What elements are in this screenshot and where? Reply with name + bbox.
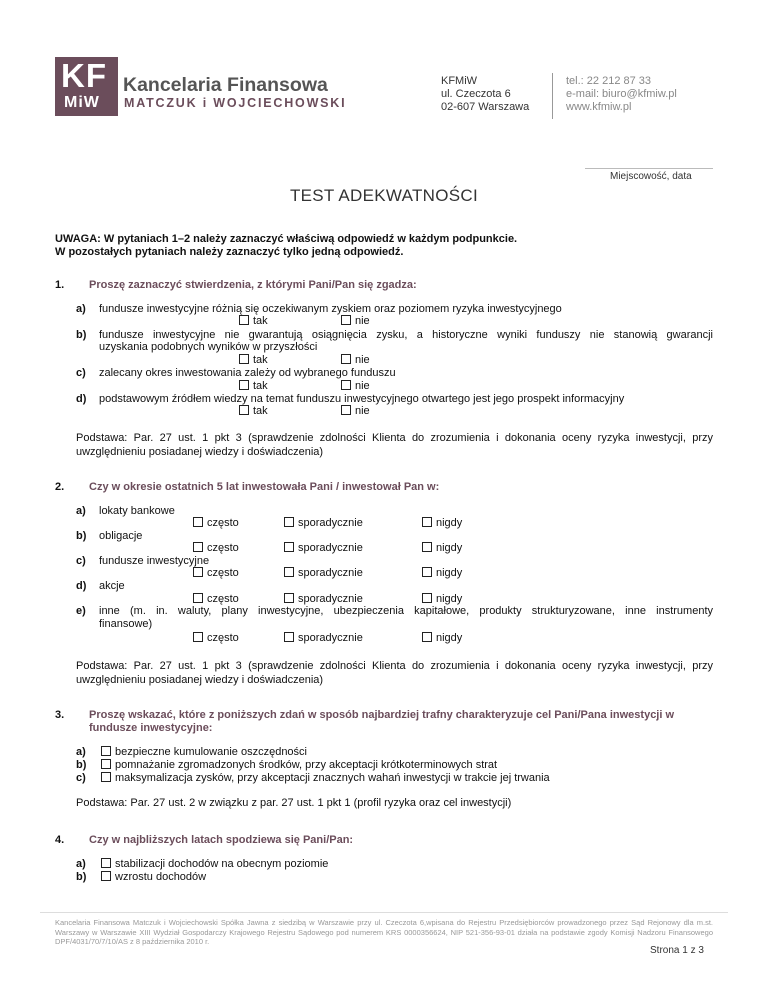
q3-item-a-option[interactable]: bezpieczne kumulowanie oszczędności xyxy=(101,746,307,759)
q2-item-a-sometimes[interactable]: sporadycznie xyxy=(284,517,363,530)
question-1-number: 1. xyxy=(55,279,65,291)
empty-checkbox-icon[interactable] xyxy=(101,746,111,756)
q1-basis-cont: uwzględnieniu posiadanej wiedzy i doświadczenia) xyxy=(76,446,324,458)
q2-item-d-often[interactable]: często xyxy=(193,593,239,606)
empty-checkbox-icon[interactable] xyxy=(239,380,249,390)
brand-subtitle: MATCZUK i WOJCIECHOWSKI xyxy=(124,96,347,110)
q2-item-b-sometimes[interactable]: sporadycznie xyxy=(284,542,363,555)
q2-item-a-often[interactable]: często xyxy=(193,517,239,530)
q2-item-a-never[interactable]: nigdy xyxy=(422,517,462,530)
q2-item-e-text: inne (m. in. waluty, plany inwestycyjne, ubezpieczenia kapitałowe, produkty strukturyzowane, inne instrumenty xyxy=(99,605,713,617)
address-line: KFMiW xyxy=(441,75,478,87)
q1-item-b-text: fundusze inwestycyjne nie gwarantują osiągnięcia zysku, a historyczne wyniki funduszy nie stanowią gwarancji xyxy=(99,329,713,341)
q2-item-d-label: d) xyxy=(76,580,87,592)
q2-item-a-label: a) xyxy=(76,505,86,517)
q1-basis: Podstawa: Par. 27 ust. 1 pkt 3 (sprawdzenie zdolności Klienta do zrozumienia i dokonania oceny ryzyka inwestycji, przy xyxy=(76,432,713,444)
page-number: Strona 1 z 3 xyxy=(650,945,704,956)
empty-checkbox-icon[interactable] xyxy=(284,593,294,603)
question-4-number: 4. xyxy=(55,834,65,846)
logo-miw-text: MiW xyxy=(64,94,100,111)
q4-item-a-option[interactable]: stabilizacji dochodów na obecnym poziomie xyxy=(101,858,328,871)
place-date-label: Miejscowość, data xyxy=(610,171,692,182)
q2-item-b-label: b) xyxy=(76,530,87,542)
empty-checkbox-icon[interactable] xyxy=(193,542,203,552)
q4-item-b-option[interactable]: wzrostu dochodów xyxy=(101,871,206,884)
q1-item-d-yes[interactable]: tak xyxy=(239,405,268,418)
q2-item-c-text: fundusze inwestycyjne xyxy=(99,555,210,567)
q3-item-c-label: c) xyxy=(76,772,86,784)
q2-item-b-never[interactable]: nigdy xyxy=(422,542,462,555)
q3-item-c-option[interactable]: maksymalizacja zysków, przy akceptacji znacznych wahań inwestycji w trakcie jej trwania xyxy=(101,772,550,785)
q2-item-c-sometimes[interactable]: sporadycznie xyxy=(284,567,363,580)
q4-item-b-label: b) xyxy=(76,871,87,883)
contact-email[interactable]: e-mail: biuro@kfmiw.pl xyxy=(566,88,677,100)
empty-checkbox-icon[interactable] xyxy=(422,593,432,603)
q1-item-b-label: b) xyxy=(76,329,87,341)
q1-item-a-no[interactable]: nie xyxy=(341,315,370,328)
empty-checkbox-icon[interactable] xyxy=(284,567,294,577)
question-3-number: 3. xyxy=(55,709,65,721)
question-4-text: Czy w najbliższych latach spodziewa się Pani/Pan: xyxy=(89,834,354,846)
empty-checkbox-icon[interactable] xyxy=(422,632,432,642)
empty-checkbox-icon[interactable] xyxy=(341,315,351,325)
company-address xyxy=(441,75,529,114)
q1-item-c-yes[interactable]: tak xyxy=(239,380,268,393)
empty-checkbox-icon[interactable] xyxy=(193,567,203,577)
empty-checkbox-icon[interactable] xyxy=(422,517,432,527)
footer-legal-text: Kancelaria Finansowa Matczuk i Wojciechowski Spółka Jawna z siedzibą w Warszawie przy ul. Czeczota 6,wpisana do Rejestru Przedsiębiorców prowadzonego przez Sąd Rejonowy dla m.st. Warszawy w Warszawie XIII Wydział Gospodarczy Krajowego Rejestru Sądowego pod numerem KRS 0000356624, NIP 521-356-93-01 działa na podstawie zgody Komisji Nadzoru Finansowego DPF/4031/70/7/10/AS z 8 października 2010 r. xyxy=(55,918,713,946)
q2-item-e-sometimes[interactable]: sporadycznie xyxy=(284,632,363,645)
q1-item-b-no[interactable]: nie xyxy=(341,354,370,367)
q2-item-e-often[interactable]: często xyxy=(193,632,239,645)
q1-item-d-text: podstawowym źródłem wiedzy na temat funduszu inwestycyjnego otwartego jest jego prospekt informacyjny xyxy=(99,393,625,405)
empty-checkbox-icon[interactable] xyxy=(101,858,111,868)
empty-checkbox-icon[interactable] xyxy=(422,542,432,552)
empty-checkbox-icon[interactable] xyxy=(341,354,351,364)
empty-checkbox-icon[interactable] xyxy=(422,567,432,577)
page-title: TEST ADEKWATNOŚCI xyxy=(289,186,479,205)
q2-item-c-often[interactable]: często xyxy=(193,567,239,580)
empty-checkbox-icon[interactable] xyxy=(341,380,351,390)
q2-item-b-text: obligacje xyxy=(99,530,143,542)
question-2-text: Czy w okresie ostatnich 5 lat inwestowała Pani / inwestował Pan w: xyxy=(89,481,440,493)
q2-item-b-often[interactable]: często xyxy=(193,542,239,555)
q1-item-c-label: c) xyxy=(76,367,86,379)
q3-basis: Podstawa: Par. 27 ust. 2 w związku z par. 27 ust. 1 pkt 1 (profil ryzyka oraz cel inwestycji) xyxy=(76,797,512,809)
q1-item-b-yes[interactable]: tak xyxy=(239,354,268,367)
empty-checkbox-icon[interactable] xyxy=(284,517,294,527)
notice-line: UWAGA: W pytaniach 1–2 należy zaznaczyć właściwą odpowiedź w każdym podpunkcie. xyxy=(55,233,518,245)
empty-checkbox-icon[interactable] xyxy=(101,871,111,881)
q1-item-c-text: zalecany okres inwestowania zależy od wybranego funduszu xyxy=(99,367,396,379)
empty-checkbox-icon[interactable] xyxy=(239,315,249,325)
empty-checkbox-icon[interactable] xyxy=(193,593,203,603)
q2-item-d-text: akcje xyxy=(99,580,125,592)
q1-item-b-text-cont: uzyskania podobnych wyników w przyszłości xyxy=(99,341,318,353)
empty-checkbox-icon[interactable] xyxy=(101,759,111,769)
company-contact xyxy=(566,75,677,114)
question-3-text: Proszę wskazać, które z poniższych zdań w sposób najbardziej trafny charakteryzuje cel Pani/Pana inwestycji w xyxy=(89,709,675,721)
empty-checkbox-icon[interactable] xyxy=(101,772,111,782)
q2-item-c-never[interactable]: nigdy xyxy=(422,567,462,580)
q3-item-b-label: b) xyxy=(76,759,87,771)
notice-text xyxy=(55,233,517,259)
question-3-text-cont: fundusze inwestycyjne: xyxy=(89,722,213,734)
question-2-number: 2. xyxy=(55,481,65,493)
place-date-line[interactable] xyxy=(585,168,713,169)
empty-checkbox-icon[interactable] xyxy=(284,632,294,642)
address-line: ul. Czeczota 6 xyxy=(441,88,511,100)
q1-item-a-yes[interactable]: tak xyxy=(239,315,268,328)
q2-item-e-text-cont: finansowe) xyxy=(99,618,153,630)
q2-item-e-label: e) xyxy=(76,605,86,617)
q1-item-c-no[interactable]: nie xyxy=(341,380,370,393)
empty-checkbox-icon[interactable] xyxy=(193,632,203,642)
empty-checkbox-icon[interactable] xyxy=(341,405,351,415)
q2-item-c-label: c) xyxy=(76,555,86,567)
footer-divider xyxy=(40,912,728,913)
q3-item-a-label: a) xyxy=(76,746,86,758)
question-1-text: Proszę zaznaczyć stwierdzenia, z którymi Pani/Pan się zgadza: xyxy=(89,279,417,291)
q3-item-b-option[interactable]: pomnażanie zgromadzonych środków, przy akceptacji krótkoterminowych strat xyxy=(101,759,497,772)
contact-website[interactable]: www.kfmiw.pl xyxy=(566,101,632,113)
q1-item-d-label: d) xyxy=(76,393,87,405)
logo-kf-text: KF xyxy=(61,57,107,94)
q1-item-a-text: fundusze inwestycyjne różnią się oczekiwanym zyskiem oraz poziomem ryzyka inwestycyjnego xyxy=(99,303,562,315)
q4-item-a-label: a) xyxy=(76,858,86,870)
q1-item-a-label: a) xyxy=(76,303,86,315)
q2-basis: Podstawa: Par. 27 ust. 1 pkt 3 (sprawdzenie zdolności Klienta do zrozumienia i dokonania oceny ryzyka inwestycji, przy xyxy=(76,660,713,672)
q1-item-d-no[interactable]: nie xyxy=(341,405,370,418)
empty-checkbox-icon[interactable] xyxy=(239,405,249,415)
brand-name: Kancelaria Finansowa xyxy=(123,74,328,96)
empty-checkbox-icon[interactable] xyxy=(193,517,203,527)
address-line: 02-607 Warszawa xyxy=(441,101,530,113)
q2-item-a-text: lokaty bankowe xyxy=(99,505,175,517)
q2-item-e-never[interactable]: nigdy xyxy=(422,632,462,645)
q2-basis-cont: uwzględnieniu posiadanej wiedzy i doświadczenia) xyxy=(76,674,324,686)
contact-phone: tel.: 22 212 87 33 xyxy=(566,75,652,87)
q2-item-d-never[interactable]: nigdy xyxy=(422,593,462,606)
q2-item-d-sometimes[interactable]: sporadycznie xyxy=(284,593,363,606)
empty-checkbox-icon[interactable] xyxy=(284,542,294,552)
header-divider xyxy=(552,73,553,119)
notice-line: W pozostałych pytaniach należy zaznaczyć tylko jedną odpowiedź. xyxy=(55,246,404,258)
company-logo xyxy=(55,57,118,116)
empty-checkbox-icon[interactable] xyxy=(239,354,249,364)
